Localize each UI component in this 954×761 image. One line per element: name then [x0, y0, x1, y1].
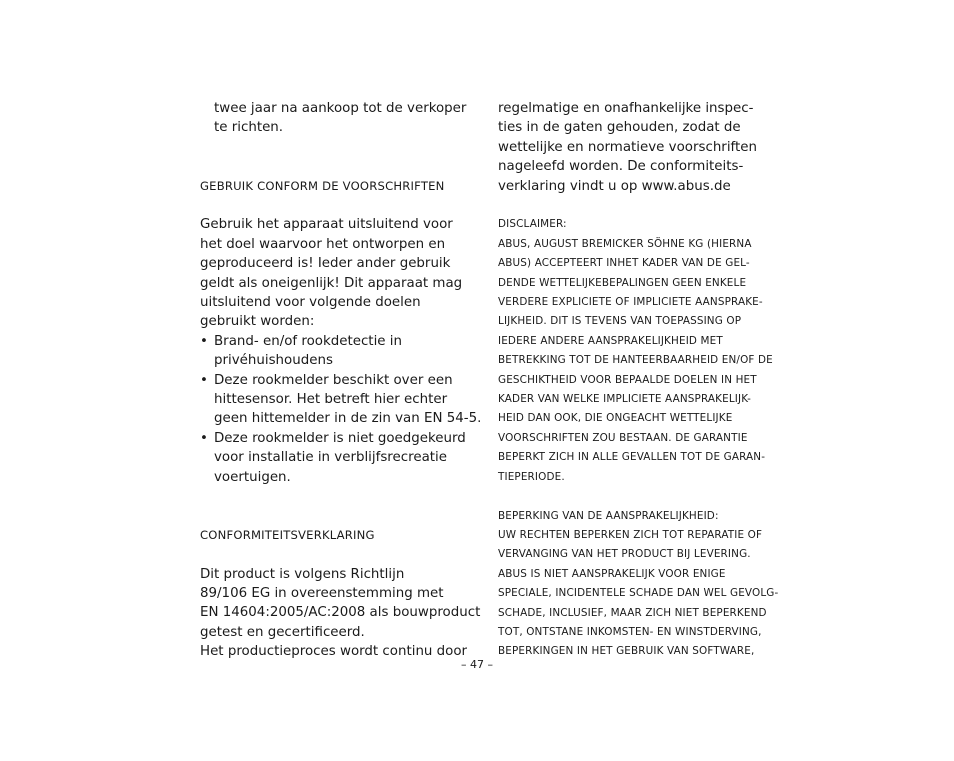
body-line: Dit product is volgens Richtlijn	[200, 566, 405, 582]
bullet-item	[200, 332, 468, 371]
intro-line: te richten.	[214, 120, 284, 136]
limitation-line: TOT, ONTSTANE INKOMSTEN- EN WINSTDERVING,	[498, 625, 762, 638]
body-line: het doel waarvoor het ontworpen en	[200, 236, 446, 252]
disclaimer-line: HEID DAN OOK, DIE ONGEACHT WETTELIJKE	[498, 412, 733, 425]
body-line: gebruikt worden:	[200, 314, 315, 330]
disclaimer-line: TIEPERIODE.	[498, 470, 565, 483]
disclaimer-line: IEDERE ANDERE AANSPRAKELIJKHEID MET	[498, 334, 723, 347]
body-line: nageleefd worden. De conformiteits-	[498, 159, 744, 175]
bullet-line: privéhuishoudens	[214, 353, 333, 369]
body-line: ties in de gaten gehouden, zodat de	[498, 120, 741, 136]
body-line: geldt als oneigenlijk! Dit apparaat mag	[200, 275, 463, 291]
disclaimer-line: GESCHIKTHEID VOOR BEPAALDE DOELEN IN HET	[498, 373, 757, 386]
body-line: EN 14604:2005/AC:2008 als bouwproduct	[200, 605, 481, 621]
bullet-icon: •	[200, 430, 208, 446]
disclaimer-line: BETREKKING TOT DE HANTEERBAARHEID EN/OF DE	[498, 354, 773, 367]
disclaimer-line: KADER VAN WELKE IMPLICIETE AANSPRAKELIJK-	[498, 393, 751, 406]
disclaimer-line: VOORSCHRIFTEN ZOU BESTAAN. DE GARANTIE	[498, 431, 748, 444]
limitation-line: VERVANGING VAN HET PRODUCT BIJ LEVERING.	[498, 548, 751, 561]
left-column	[200, 99, 482, 662]
limitation-line: SPECIALE, INCIDENTELE SCHADE DAN WEL GEVOLG-	[498, 587, 779, 600]
body-line: 89/106 EG in overeenstemming met	[200, 586, 444, 602]
intro-line: twee jaar na aankoop tot de verkoper	[214, 101, 467, 116]
limitation-line: BEPERKINGEN IN HET GEBRUIK VAN SOFTWARE,	[498, 645, 755, 658]
bullet-item	[200, 371, 482, 429]
bullet-line: Deze rookmelder beschikt over een	[214, 372, 453, 388]
bullet-line: voertuigen.	[214, 469, 291, 485]
right-column	[498, 99, 779, 662]
body-line: getest en gecertificeerd.	[200, 624, 365, 640]
limitation-line: ABUS IS NIET AANSPRAKELIJK VOOR ENIGE	[498, 567, 726, 580]
page-number: – 47 –	[461, 658, 493, 671]
bullet-line: Deze rookmelder is niet goedgekeurd	[214, 430, 466, 446]
body-line: geproduceerd is! Ieder ander gebruik	[200, 256, 451, 272]
body-line: Het productieproces wordt continu door	[200, 644, 468, 660]
limitation-heading: BEPERKING VAN DE AANSPRAKELIJKHEID:	[498, 509, 719, 522]
disclaimer-line: DENDE WETTELIJKEBEPALINGEN GEEN ENKELE	[498, 276, 747, 289]
limitation-line: UW RECHTEN BEPERKEN ZICH TOT REPARATIE OF	[498, 528, 763, 541]
body-line: verklaring vindt u op www.abus.de	[498, 178, 731, 194]
section-heading-conformity: CONFORMITEITSVERKLARING	[200, 527, 375, 542]
disclaimer-line: ABUS, AUGUST BREMICKER SÖHNE KG (HIERNA	[498, 237, 752, 250]
disclaimer-line: ABUS) ACCEPTEERT INHET KADER VAN DE GEL-	[498, 257, 750, 270]
section-heading-usage: GEBRUIK CONFORM DE VOORSCHRIFTEN	[200, 178, 445, 193]
limitation-line: SCHADE, INCLUSIEF, MAAR ZICH NIET BEPERKEND	[498, 606, 767, 619]
bullet-line: Brand- en/of rookdetectie in	[214, 333, 402, 349]
bullet-icon: •	[200, 372, 208, 388]
disclaimer-line: BEPERKT ZICH IN ALLE GEVALLEN TOT DE GARAN-	[498, 451, 766, 464]
disclaimer-line: VERDERE EXPLICIETE OF IMPLICIETE AANSPRAKE-	[498, 296, 763, 309]
body-line: Gebruik het apparaat uitsluitend voor	[200, 217, 453, 233]
bullet-item	[200, 429, 468, 487]
bullet-line: geen hittemelder in de zin van EN 54-5.	[214, 411, 482, 427]
body-line: wettelijke en normatieve voorschriften	[498, 139, 757, 155]
bullet-line: voor installatie in verblijfsrecreatie	[214, 450, 447, 466]
body-line: uitsluitend voor volgende doelen	[200, 295, 421, 311]
bullet-line: hittesensor. Het betreft hier echter	[214, 392, 448, 408]
bullet-icon: •	[200, 333, 208, 349]
disclaimer-heading: DISCLAIMER:	[498, 218, 567, 231]
body-line: regelmatige en onafhankelijke inspec-	[498, 101, 754, 116]
disclaimer-line: LIJKHEID. DIT IS TEVENS VAN TOEPASSING OP	[498, 315, 742, 328]
